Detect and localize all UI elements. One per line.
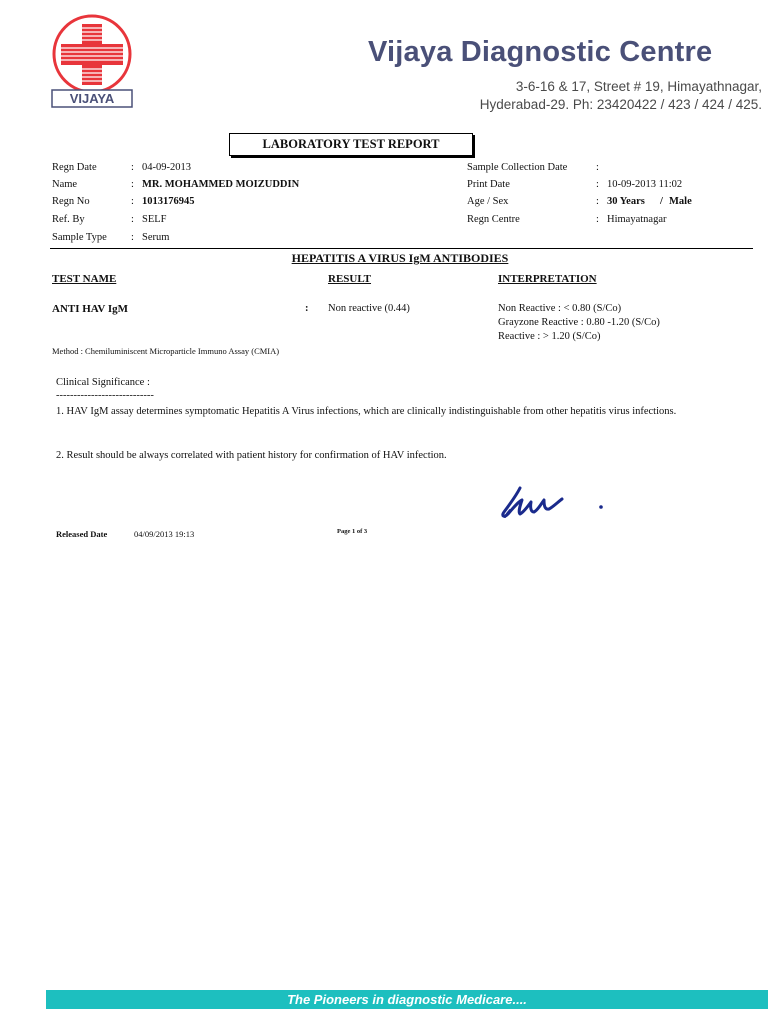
col-interpretation: INTERPRETATION [498, 273, 597, 285]
sample-collection-sep: : [596, 162, 599, 173]
page-number: Page 1 of 3 [337, 528, 368, 535]
sample-type-value: Serum [142, 232, 170, 243]
signature [498, 482, 613, 524]
regn-no-label: Regn No [52, 196, 90, 207]
col-test-name: TEST NAME [52, 273, 117, 285]
print-date-value: 10-09-2013 11:02 [607, 179, 683, 190]
sex-value: Male [669, 196, 692, 207]
regn-no-sep: : [131, 196, 134, 207]
regn-centre-sep: : [596, 214, 599, 225]
test-title: HEPATITIS A VIRUS IgM ANTIBODIES [291, 251, 509, 265]
released-date-label: Released Date [56, 529, 108, 539]
print-date-label: Print Date [467, 179, 510, 190]
address-line-1: 3-6-16 & 17, Street # 19, Himayathnagar, [515, 79, 762, 94]
test-method: Method : Chemiluminiscent Microparticle Immuno Assay (CMIA) [52, 346, 280, 356]
regn-date-value: 04-09-2013 [142, 162, 191, 173]
regn-centre-value: Himayatnagar [607, 214, 667, 225]
clinical-point-2: 2. Result should be always correlated with patient history for confirmation of HAV infection. [56, 450, 447, 461]
footer-tagline: The Pioneers in diagnostic Medicare.... [287, 992, 527, 1007]
sample-type-label: Sample Type [52, 232, 107, 243]
clinical-underline: ---------------------------- [56, 390, 154, 401]
footer-bar [46, 990, 768, 1009]
name-sep: : [131, 179, 134, 190]
sample-collection-label: Sample Collection Date [467, 162, 568, 173]
ref-by-label: Ref. By [52, 214, 85, 225]
vijaya-logo [49, 14, 135, 110]
age-sex-slash: / [660, 196, 663, 207]
ref-by-sep: : [131, 214, 134, 225]
regn-centre-label: Regn Centre [467, 214, 520, 225]
name-label: Name [52, 179, 78, 190]
released-date-value: 04/09/2013 19:13 [134, 529, 195, 539]
address-line-2: Hyderabad-29. Ph: 23420422 / 423 / 424 / 425. [479, 97, 762, 112]
patient-name: MR. MOHAMMED MOIZUDDIN [142, 179, 300, 190]
clinical-heading: Clinical Significance : [56, 377, 150, 388]
interpretation-line: Non Reactive : < 0.80 (S/Co) [498, 303, 622, 314]
ref-by-value: SELF [142, 214, 167, 225]
test-name: ANTI HAV IgM [52, 303, 128, 315]
interpretation-line: Grayzone Reactive : 0.80 -1.20 (S/Co) [498, 317, 660, 328]
test-result: Non reactive (0.44) [328, 303, 410, 314]
logo-text: VIJAYA [69, 91, 115, 106]
report-title-box [229, 133, 475, 158]
section-divider [50, 248, 753, 249]
test-sep: : [305, 303, 309, 314]
age-value: 30 Years [607, 196, 645, 207]
age-sex-label: Age / Sex [467, 196, 509, 207]
sample-type-sep: : [131, 232, 134, 243]
brand-name: Vijaya Diagnostic Centre [368, 36, 713, 68]
print-date-sep: : [596, 179, 599, 190]
col-result: RESULT [328, 273, 372, 285]
age-sex-sep: : [596, 196, 599, 207]
clinical-point-1: 1. HAV IgM assay determines symptomatic Hepatitis A Virus infections, which are clinically indistinguishable from other hepatitis virus infections. [56, 406, 677, 417]
regn-no-value: 1013176945 [142, 196, 195, 207]
regn-date-label: Regn Date [52, 162, 97, 173]
regn-date-sep: : [131, 162, 134, 173]
report-title: LABORATORY TEST REPORT [229, 133, 473, 156]
interpretation-line: Reactive : > 1.20 (S/Co) [498, 331, 601, 342]
